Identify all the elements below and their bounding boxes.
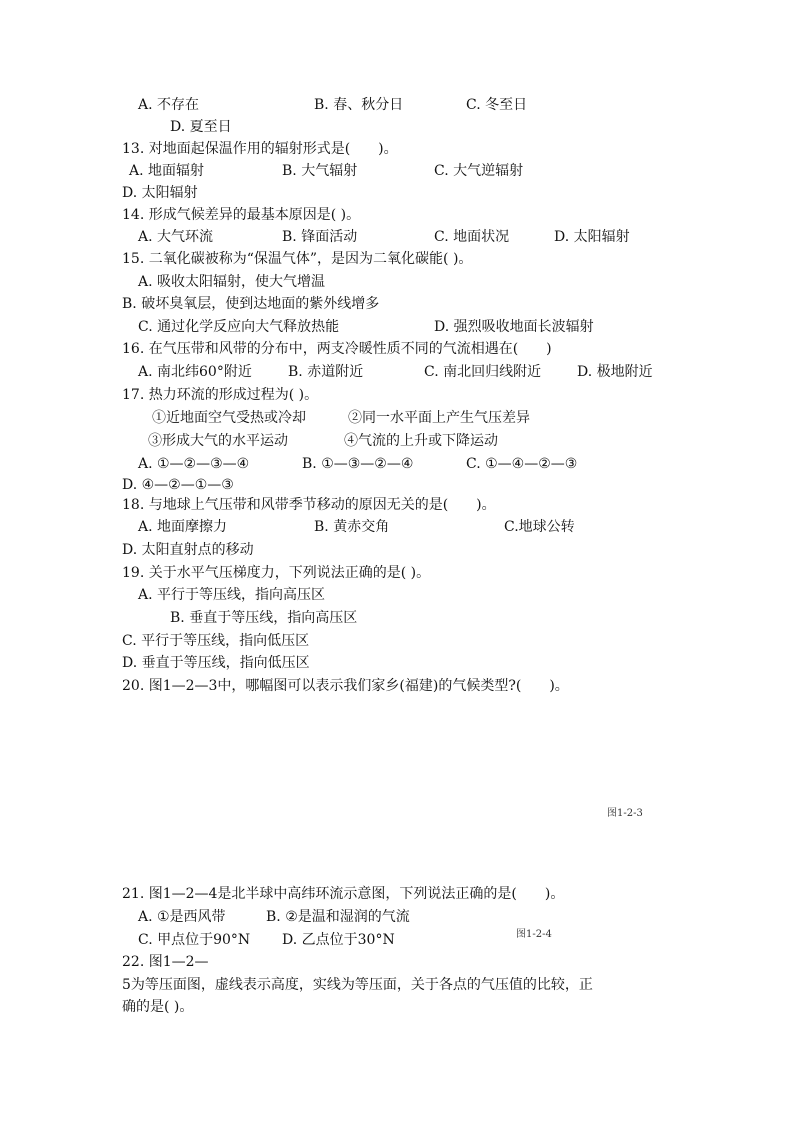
q17-step-2: ②同一水平面上产生气压差异 — [348, 410, 530, 426]
q21-figure-caption: 图1-2-4 — [516, 929, 552, 940]
q17-step-1: ①近地面空气受热或冷却 — [152, 410, 306, 426]
q22-line-2: 5为等压面图，虚线表示高度，实线为等压面，关于各点的气压值的比较，正 — [122, 977, 593, 993]
q13-stem: 13. 对地面起保温作用的辐射形式是( )。 — [122, 141, 398, 157]
q15-option-d: D. 强烈吸收地面长波辐射 — [434, 319, 594, 335]
q21-stem: 21. 图1—2—4是北半球中高纬环流示意图，下列说法正确的是( )。 — [122, 886, 565, 902]
q17-option-b: B. ①—③—②—④ — [302, 456, 414, 472]
q20-figure-caption: 图1-2-3 — [607, 808, 643, 819]
q22-line-3: 确的是( )。 — [122, 999, 194, 1015]
q16-stem: 16. 在气压带和风带的分布中，两支冷暖性质不同的气流相遇在( ) — [122, 341, 552, 357]
q13-option-d: D. 太阳辐射 — [122, 185, 198, 201]
q15-stem: 15. 二氧化碳被称为“保温气体”，是因为二氧化碳能( )。 — [122, 251, 473, 267]
q22-line-1: 22. 图1—2— — [122, 954, 209, 970]
q18-option-d: D. 太阳直射点的移动 — [122, 542, 254, 558]
q14-option-c: C. 地面状况 — [434, 229, 510, 245]
q17-stem: 17. 热力环流的形成过程为( )。 — [122, 387, 319, 403]
q12-option-d: D. 夏至日 — [170, 119, 232, 135]
q13-option-b: B. 大气辐射 — [282, 163, 358, 179]
q14-option-a: A. 大气环流 — [138, 229, 214, 245]
q12-option-c: C. 冬至日 — [466, 97, 528, 113]
q14-stem: 14. 形成气候差异的最基本原因是( )。 — [122, 207, 361, 223]
q19-stem: 19. 关于水平气压梯度力，下列说法正确的是( )。 — [122, 565, 431, 581]
q19-option-c: C. 平行于等压线，指向低压区 — [122, 633, 310, 649]
q18-stem: 18. 与地球上气压带和风带季节移动的原因无关的是( )。 — [122, 497, 496, 513]
q18-option-a: A. 地面摩擦力 — [138, 519, 228, 535]
q12-option-b: B. 春、秋分日 — [314, 97, 404, 113]
q17-step-4: ④气流的上升或下降运动 — [344, 433, 498, 449]
q19-option-d: D. 垂直于等压线，指向低压区 — [122, 655, 310, 671]
q15-option-b: B. 破坏臭氧层，使到达地面的紫外线增多 — [122, 296, 380, 312]
q16-option-a: A. 南北纬60°附近 — [138, 364, 252, 380]
q16-option-d: D. 极地附近 — [577, 364, 653, 380]
q21-option-c: C. 甲点位于90°N — [138, 932, 251, 948]
q15-option-c: C. 通过化学反应向大气释放热能 — [138, 319, 340, 335]
q16-option-b: B. 赤道附近 — [288, 364, 364, 380]
q14-option-b: B. 锋面活动 — [282, 229, 358, 245]
q12-option-a: A. 不存在 — [138, 97, 200, 113]
q15-option-a: A. 吸收太阳辐射，使大气增温 — [138, 274, 326, 290]
q18-option-b: B. 黄赤交角 — [314, 519, 390, 535]
q20-stem: 20. 图1—2—3中，哪幅图可以表示我们家乡(福建)的气候类型?( )。 — [122, 678, 569, 694]
q17-option-c: C. ①—④—②—③ — [466, 456, 578, 472]
q19-option-a: A. 平行于等压线，指向高压区 — [138, 587, 326, 603]
q19-option-b: B. 垂直于等压线，指向高压区 — [170, 610, 358, 626]
q17-step-3: ③形成大气的水平运动 — [148, 433, 288, 449]
q18-option-c: C.地球公转 — [504, 519, 575, 535]
q17-option-d: D. ④—②—①—③ — [122, 477, 234, 493]
q21-option-b: B. ②是温和湿润的气流 — [266, 909, 410, 925]
q13-option-a: A. 地面辐射 — [129, 163, 205, 179]
q16-option-c: C. 南北回归线附近 — [424, 364, 542, 380]
q14-option-d: D. 太阳辐射 — [554, 229, 630, 245]
q21-option-a: A. ①是西风带 — [138, 909, 226, 925]
q13-option-c: C. 大气逆辐射 — [434, 163, 524, 179]
q21-option-d: D. 乙点位于30°N — [282, 932, 395, 948]
q17-option-a: A. ①—②—③—④ — [138, 456, 250, 472]
